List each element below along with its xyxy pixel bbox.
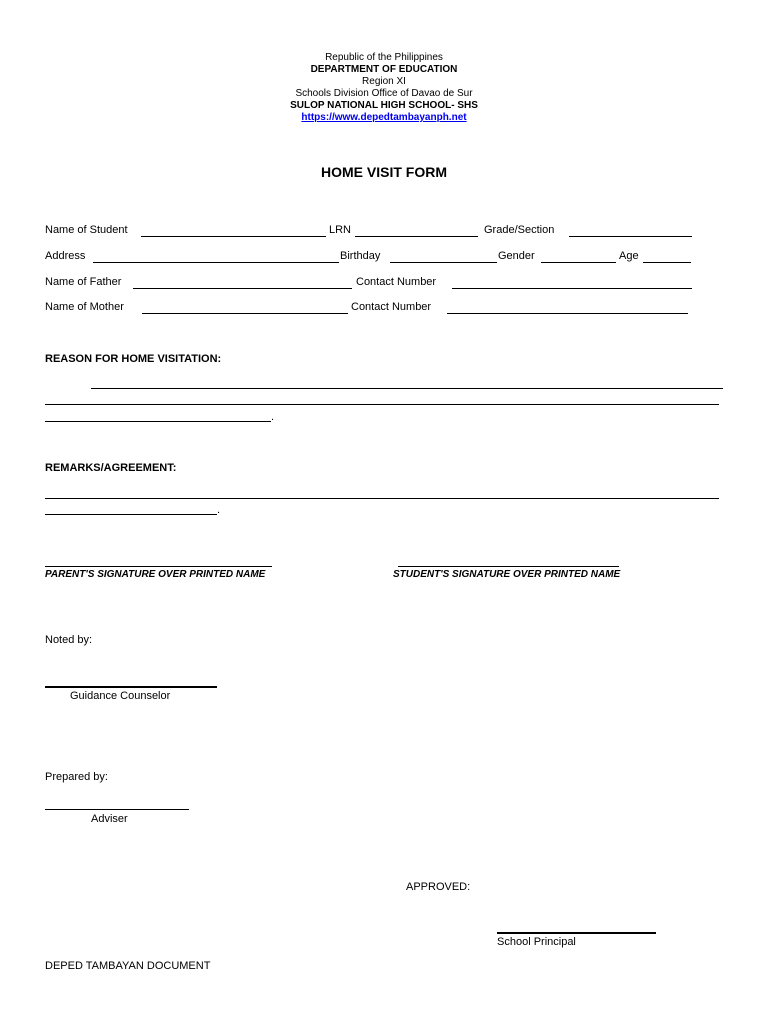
- header-department: DEPARTMENT OF EDUCATION: [310, 64, 458, 75]
- field-birthday[interactable]: [390, 262, 497, 263]
- field-contact-number-father[interactable]: [452, 288, 692, 289]
- field-name-of-father[interactable]: [133, 288, 352, 289]
- remarks-line-2[interactable]: [45, 514, 217, 515]
- label-name-of-mother: Name of Mother: [45, 301, 124, 313]
- parent-signature-label: PARENT'S SIGNATURE OVER PRINTED NAME: [45, 569, 266, 580]
- principal-signature-line[interactable]: [497, 932, 656, 934]
- label-contact-number-mother: Contact Number: [351, 301, 432, 313]
- field-age[interactable]: [643, 262, 691, 263]
- label-name-of-father: Name of Father: [45, 276, 122, 288]
- guidance-counselor-label: Guidance Counselor: [70, 690, 171, 702]
- label-birthday: Birthday: [340, 250, 381, 262]
- field-name-of-mother[interactable]: [142, 313, 348, 314]
- label-gender: Gender: [498, 250, 535, 262]
- label-grade-section: Grade/Section: [484, 224, 555, 236]
- reason-line-3[interactable]: [45, 421, 271, 422]
- footer-text: DEPED TAMBAYAN DOCUMENT: [45, 960, 211, 972]
- prepared-by-label: Prepared by:: [45, 771, 108, 783]
- field-lrn[interactable]: [355, 236, 478, 237]
- adviser-signature-line[interactable]: [45, 809, 189, 810]
- parent-signature-line[interactable]: [45, 566, 272, 567]
- field-name-of-student[interactable]: [141, 236, 326, 237]
- remarks-line-1[interactable]: [45, 498, 719, 499]
- website-link[interactable]: https://www.depedtambayanph.net: [301, 112, 467, 123]
- label-contact-number-father: Contact Number: [356, 276, 437, 288]
- student-signature-line[interactable]: [398, 566, 619, 567]
- field-grade-section[interactable]: [569, 236, 692, 237]
- header-division: Schools Division Office of Davao de Sur: [295, 88, 473, 99]
- reason-line-2[interactable]: [45, 404, 719, 405]
- approved-label: APPROVED:: [406, 881, 471, 893]
- label-lrn: LRN: [329, 224, 352, 236]
- school-principal-label: School Principal: [497, 936, 576, 948]
- noted-by-label: Noted by:: [45, 634, 93, 646]
- header-school: SULOP NATIONAL HIGH SCHOOL- SHS: [290, 100, 478, 111]
- header-region: Region XI: [362, 76, 406, 87]
- field-gender[interactable]: [541, 262, 616, 263]
- label-name-of-student: Name of Student: [45, 224, 128, 236]
- field-contact-number-mother[interactable]: [447, 313, 688, 314]
- student-signature-label: STUDENT'S SIGNATURE OVER PRINTED NAME: [393, 569, 621, 580]
- remarks-heading: REMARKS/AGREEMENT:: [45, 462, 177, 474]
- form-title: HOME VISIT FORM: [321, 164, 447, 180]
- adviser-label: Adviser: [91, 813, 128, 825]
- header-link-wrap: [0, 112, 768, 124]
- label-age: Age: [619, 250, 639, 262]
- label-address: Address: [45, 250, 86, 262]
- header-republic: Republic of the Philippines: [325, 52, 443, 63]
- reason-line-1[interactable]: [91, 388, 723, 389]
- remarks-period: .: [217, 504, 221, 516]
- reason-heading: REASON FOR HOME VISITATION:: [45, 353, 222, 365]
- reason-period: .: [271, 411, 275, 423]
- guidance-counselor-signature-line[interactable]: [45, 686, 217, 688]
- field-address[interactable]: [93, 262, 339, 263]
